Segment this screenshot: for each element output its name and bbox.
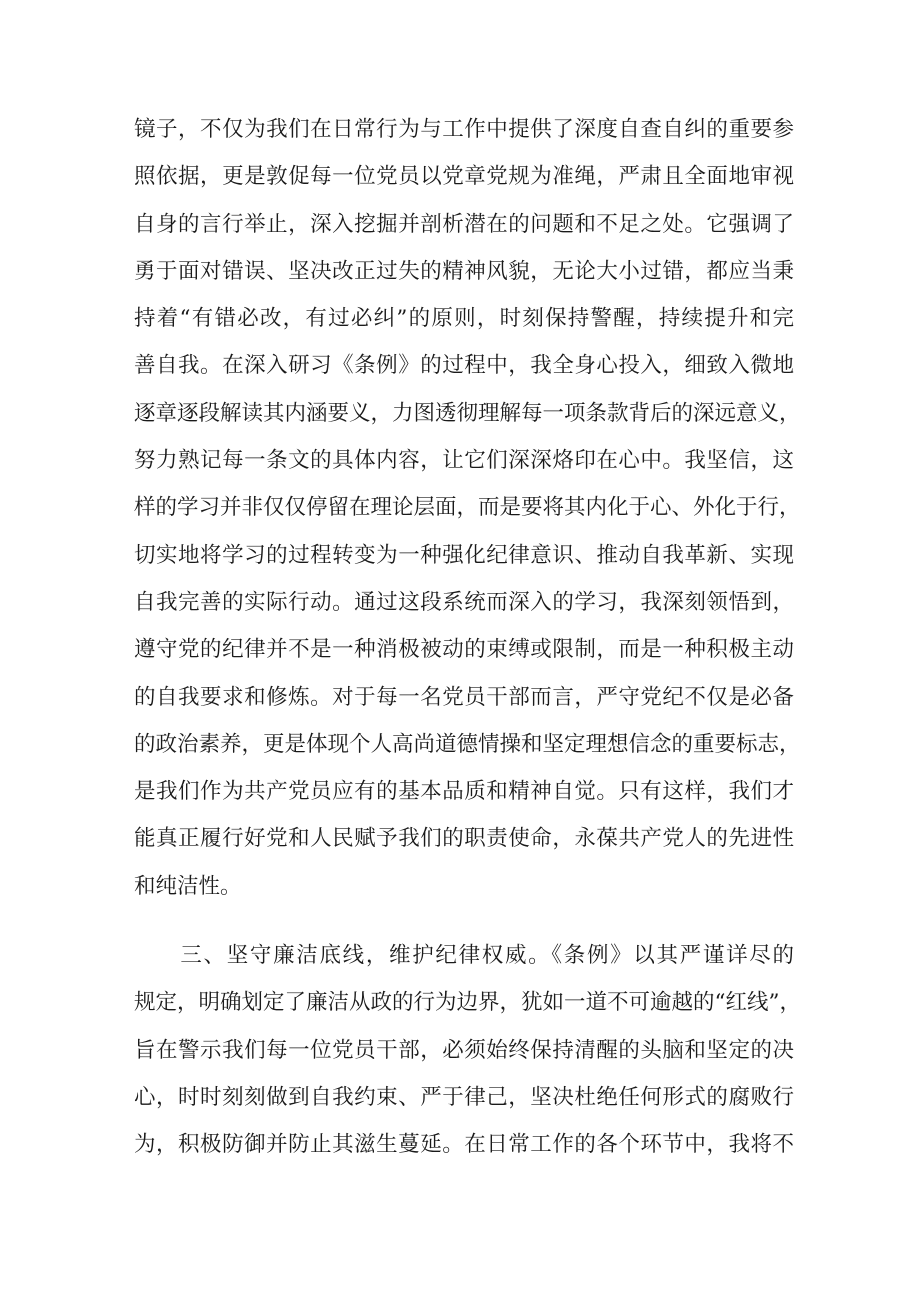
text-line: 的政治素养，更是体现个人高尚道德情操和坚定理想信念的重要标志， bbox=[134, 731, 801, 757]
text-line: 切实地将学习的过程转变为一种强化纪律意识、推动自我革新、实现 bbox=[134, 542, 794, 568]
paragraph-section-three bbox=[134, 932, 801, 1168]
text-line: 遵守党的纪律并不是一种消极被动的束缚或限制，而是一种积极主动 bbox=[134, 637, 794, 663]
text-line: 努力熟记每一条文的具体内容，让它们深深烙印在心中。我坚信，这 bbox=[134, 448, 794, 474]
text-line: 样的学习并非仅仅停留在理论层面，而是要将其内化于心、外化于行， bbox=[134, 495, 801, 521]
text-line: 自身的言行举止，深入挖掘并剖析潜在的问题和不足之处。它强调了 bbox=[134, 211, 794, 237]
paragraph-continuation bbox=[134, 106, 801, 910]
text-line: 旨在警示我们每一位党员干部，必须始终保持清醒的头脑和坚定的决 bbox=[134, 1037, 794, 1063]
text-line: 能真正履行好党和人民赋予我们的职责使命，永葆共产党人的先进性 bbox=[134, 826, 794, 852]
text-line: 的自我要求和修炼。对于每一名党员干部而言，严守党纪不仅是必备 bbox=[134, 684, 794, 710]
text-line: 为，积极防御并防止其滋生蔓延。在日常工作的各个环节中，我将不 bbox=[134, 1132, 794, 1158]
text-line: 善自我。在深入研习《条例》的过程中，我全身心投入，细致入微地 bbox=[134, 353, 794, 379]
section-heading-line: 三、坚守廉洁底线，维护纪律权威。《条例》以其严谨详尽的 bbox=[134, 943, 794, 968]
text-line: 规定，明确划定了廉洁从政的行为边界，犹如一道不可逾越的“红线”， bbox=[134, 990, 801, 1016]
text-line: 心，时时刻刻做到自我约束、严于律己，坚决杜绝任何形式的腐败行 bbox=[134, 1084, 794, 1110]
text-line: 是我们作为共产党员应有的基本品质和精神自觉。只有这样，我们才 bbox=[134, 779, 794, 805]
text-line: 逐章逐段解读其内涵要义，力图透彻理解每一项条款背后的深远意义， bbox=[134, 400, 801, 426]
text-line: 持着“有错必改，有过必纠”的原则，时刻保持警醒，持续提升和完 bbox=[134, 306, 794, 332]
text-line: 和纯洁性。 bbox=[134, 873, 242, 899]
text-line: 镜子，不仅为我们在日常行为与工作中提供了深度自查自纠的重要参 bbox=[134, 117, 794, 142]
text-line: 自我完善的实际行动。通过这段系统而深入的学习，我深刻领悟到， bbox=[134, 589, 794, 615]
text-line: 照依据，更是敦促每一位党员以党章党规为准绳，严肃且全面地审视 bbox=[134, 164, 794, 190]
text-line: 勇于面对错误、坚决改正过失的精神风貌，无论大小过错，都应当秉 bbox=[134, 258, 794, 284]
